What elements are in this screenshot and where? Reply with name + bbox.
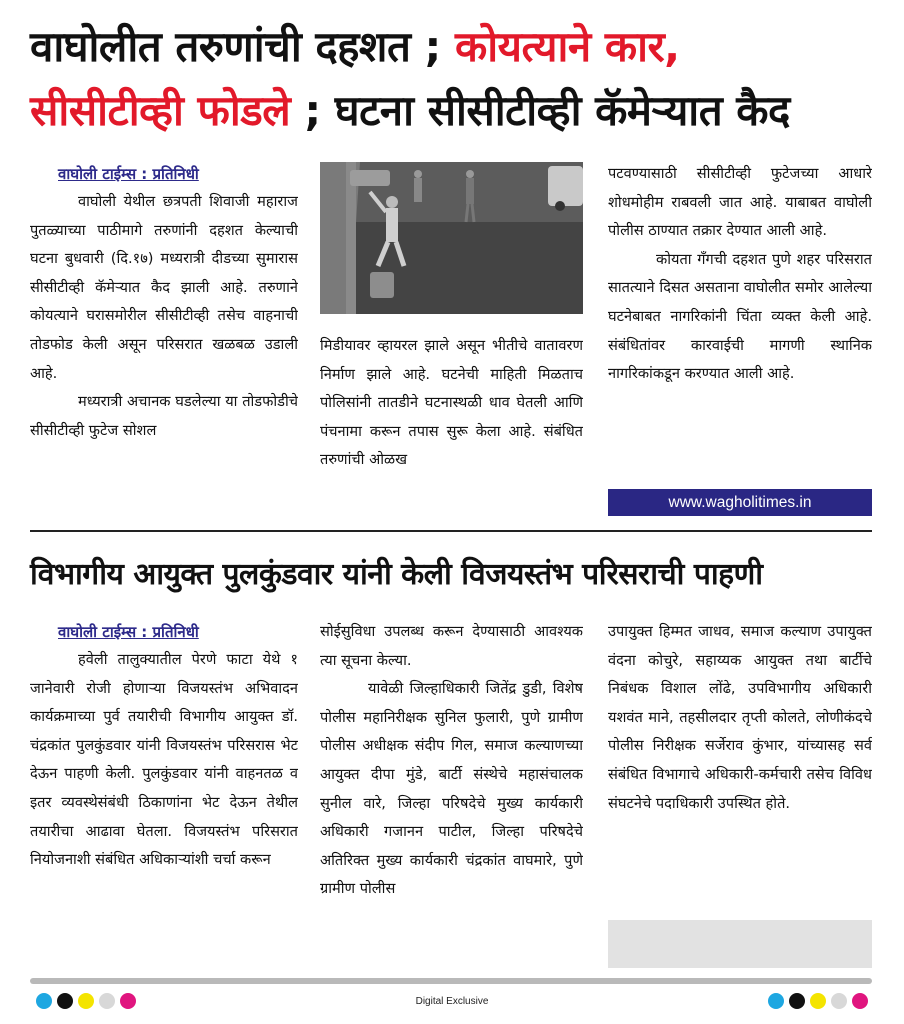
cyan-dot bbox=[768, 993, 784, 1009]
article2-col1-paragraph-1: हवेली तालुक्यातील पेरणे फाटा येथे १ जानेवारी रोजी होणाऱ्या विजयस्तंभ अभिवादन कार्यक्रमाच्या पुर्व तयारीची विभागीय आयुक्त डॉ. चंद्रकांत पुलकुंडवार यांनी विजयस्तंभ परिसरास भेट देऊन पाहणी केली. पुलकुंडवार यांनी वाहनतळ व इतर व्यवस्थेसंबंधी ठिकाणांना भेट देऊन तेथील तयारीचा आढावा घेतला. विजयस्तंभ परिसरात नियोजनाशी संबंधित अधिकाऱ्यांशी चर्चा करून bbox=[30, 651, 298, 869]
article2-byline: वाघोली टाईम्स : प्रतिनिधी bbox=[58, 623, 199, 641]
website-banner[interactable]: www.wagholitimes.in bbox=[608, 489, 872, 516]
footer-bar bbox=[30, 978, 872, 984]
article2-headline: विभागीय आयुक्त पुलकुंडवार यांनी केली विजयस्तंभ परिसराची पाहणी bbox=[30, 557, 763, 592]
article2-column-3 bbox=[608, 618, 872, 914]
color-registration-dots-right bbox=[768, 993, 868, 1009]
headline2-black-part: ; घटना सीसीटीव्ही कॅमेऱ्यात कैद bbox=[290, 86, 790, 135]
article1-col3-paragraph-1: पटवण्यासाठी सीसीटीव्ही फुटेजच्या आधारे शोधमोहीम राबवली जात आहे. याबाबत वाघोली पोलीस ठाण्यात तक्रार देण्यात आली आहे. bbox=[608, 165, 872, 240]
article1-column-2 bbox=[320, 332, 583, 522]
blank-ad-space bbox=[608, 920, 872, 968]
article2-column-1 bbox=[30, 618, 298, 974]
section-divider bbox=[30, 530, 872, 532]
black-dot bbox=[789, 993, 805, 1009]
article2-column-2 bbox=[320, 618, 583, 974]
article1-col1-paragraph-1: वाघोली येथील छत्रपती शिवाजी महाराज पुतळ्याच्या पाठीमागे तरुणांनी दहशत केल्याची घटना बुधवारी (दि.१७) मध्यरात्री दीडच्या सुमारास सीसीटीव्ही कॅमेऱ्यात कैद झाली आहे. तरुणाने कोयत्याने घरासमोरील सीसीटीव्ही तसेच वाहनाची तोडफोड केली असून परिसरात खळबळ उडाली आहे. bbox=[30, 193, 298, 382]
article1-column-3 bbox=[608, 160, 872, 485]
article1-col1-paragraph-2: मध्यरात्री अचानक घडलेल्या या तोडफोडीचे सीसीटीव्ही फुटेज सोशल bbox=[30, 393, 298, 439]
cctv-photo bbox=[320, 162, 583, 314]
article1-headline-line1 bbox=[30, 22, 880, 71]
footer-label: Digital Exclusive bbox=[415, 996, 489, 1007]
article2-col3-paragraph-1: उपायुक्त हिम्मत जाधव, समाज कल्याण उपायुक्त वंदना कोचुरे, सहाय्यक आयुक्त तथा बार्टीचे निबंधक विशाल लोंढे, उपविभागीय अधिकारी यशवंत माने, तहसीलदार तृप्ती कोलते, लोणीकंदचे पोलीस निरीक्षक सर्जेराव कुंभार, यांच्यासह सर्व संबंधित विभागाचे अधिकारी-कर्मचारी तसेच विविध संघटनेचे पदाधिकारी उपस्थित होते. bbox=[608, 623, 872, 812]
cctv-scene-graphic bbox=[320, 162, 583, 314]
headline1-red-part: कोयत्याने कार, bbox=[454, 22, 680, 71]
magenta-dot bbox=[852, 993, 868, 1009]
grey-dot bbox=[831, 993, 847, 1009]
article1-byline: वाघोली टाईम्स : प्रतिनिधी bbox=[58, 165, 199, 183]
yellow-dot bbox=[810, 993, 826, 1009]
article1-headline-line2 bbox=[30, 86, 880, 135]
article1-col2-paragraph-1: मिडीयावर व्हायरल झाले असून भीतीचे वातावरण निर्माण झाले आहे. घटनेची माहिती मिळताच पोलिसांनी तातडीने घटनास्थळी धाव घेतली आणि पंचनामा करून तपास सुरू केला आहे. संबंधित तरुणांची ओळख bbox=[320, 337, 583, 469]
headline2-red-part: सीसीटीव्ही फोडले bbox=[30, 86, 291, 135]
headline1-black-part: वाघोलीत तरुणांची दहशत ; bbox=[30, 22, 455, 71]
article1-column-1 bbox=[30, 160, 298, 520]
article2-col2-paragraph-2: यावेळी जिल्हाधिकारी जितेंद्र डुडी, विशेष पोलीस महानिरीक्षक सुनिल फुलारी, पुणे ग्रामीण पोलीस अधीक्षक संदीप गिल, समाज कल्याणच्या आयुक्त दीपा मुंडे, बार्टी संस्थेचे महासंचालक सुनील वारे, जिल्हा परिषदेचे मुख्य कार्यकारी अधिकारी गजानन पाटील, जिल्हा परिषदेचे अतिरिक्त मुख्य कार्यकारी चंद्रकांत वाघमारे, पुणे ग्रामीण पोलीस bbox=[320, 680, 583, 898]
article1-col3-paragraph-2: कोयता गँगची दहशत पुणे शहर परिसरात सातत्याने दिसत असताना वाघोलीत समोर आलेल्या घटनेबाबत नागरिकांनी चिंता व्यक्त केली आहे. संबंधितांवर कारवाईची मागणी स्थानिक नागरिकांकडून करण्यात आली आहे. bbox=[608, 250, 872, 383]
article2-col2-paragraph-1: सोईसुविधा उपलब्ध करून देण्यासाठी आवश्यक त्या सूचना केल्या. bbox=[320, 623, 583, 669]
